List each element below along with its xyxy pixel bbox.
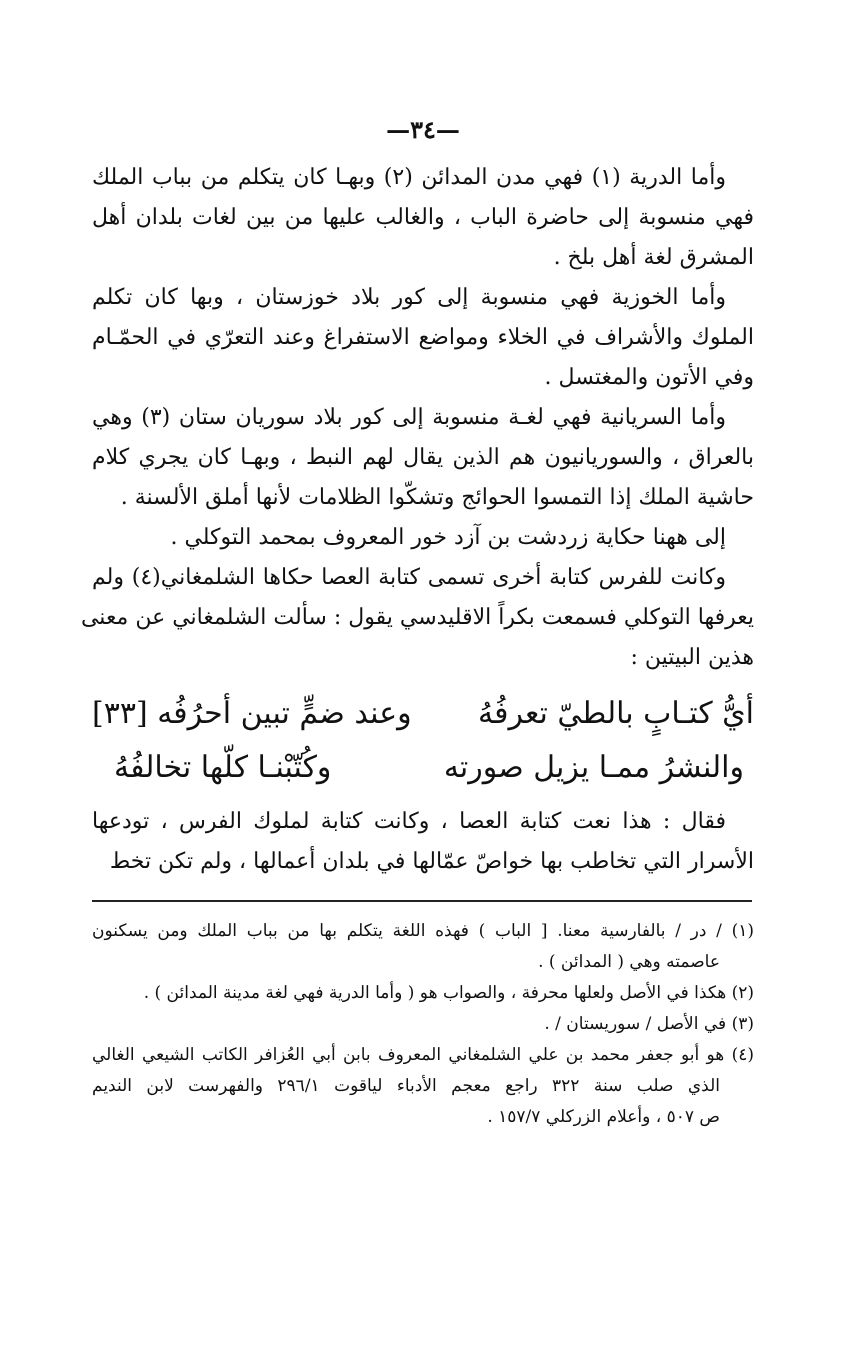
after-poem-text — [92, 802, 754, 882]
paragraph-line: وأما الدرية (١) فهي مدن المدائن (٢) وبهـا كان يتكلم من بباب الملك — [92, 165, 727, 190]
footnote-line: عاصمته وهي ( المدائن ) . — [538, 952, 720, 972]
paragraph-line: فهي منسوبة إلى حاضرة الباب ، والغالب عليها من بين لغات بلدان أهل — [92, 205, 754, 230]
after-poem-paragraph-1 — [92, 802, 754, 882]
paragraph-line: المشرق لغة أهل بلخ . — [553, 245, 754, 270]
footnote-line: ص ٥٠٧ ، وأعلام الزركلي ١٥٧/٧ . — [487, 1107, 720, 1127]
footnotes — [92, 916, 754, 1133]
paragraph-line: وفي الأتون والمغتسل . — [544, 365, 754, 390]
paragraph-line: حاشية الملك إذا التمسوا الحوائج وتشكّوا الظلامات لأنها أملق الألسنة . — [120, 485, 754, 510]
footnote-1 — [92, 916, 754, 978]
footnote-line: (٢) هكذا في الأصل ولعلها محرفة ، والصواب هو ( وأما الدرية فهي لغة مدينة المدائن ) . — [143, 983, 754, 1003]
verse-1-second-hemistich: وعند ضمٍّ تبين أحرُفُه [٣٣] — [92, 696, 412, 731]
footnote-4 — [92, 1040, 754, 1133]
after-poem-paragraph-line: الأسرار التي تخاطب بها خواصّ عمّالها في بلدان أعمالها ، ولم تكن تخط — [109, 849, 754, 874]
verse-2-first-hemistich: والنشرُ ممـا يزيل صورته — [443, 750, 744, 785]
paragraph-3 — [92, 398, 754, 518]
footnote-separator — [92, 900, 752, 902]
footnote-line: (٣) في الأصل / سوريستان / . — [544, 1014, 754, 1034]
footnote-line: (١) / در / بالفارسية معنا. [ الباب ) فهذه اللغة يتكلم بها من بباب الملك ومن يسكنون — [92, 921, 754, 941]
poem-verse-1 — [92, 688, 754, 742]
paragraph-line: إلى ههنا حكاية زردشت بن آزد خور المعروف بمحمد التوكلي . — [170, 525, 726, 550]
paragraph-line: يعرفها التوكلي فسمعت بكراً الاقليدسي يقول : سألت الشلمغاني عن معنى — [80, 605, 754, 630]
verse-2-second-hemistich: وكُتّبْنـا كلّها تخالفُهُ — [114, 750, 332, 785]
footnote-3 — [92, 1009, 754, 1040]
paragraph-2 — [92, 278, 754, 398]
verse-1-first-hemistich: أيُّ كتـابٍ بالطيّ تعرفُهُ — [478, 696, 754, 731]
paragraph-5 — [80, 558, 754, 678]
paragraph-line: هذين البيتين : — [630, 645, 754, 670]
paragraph-line: بالعراق ، والسوريانيون هم الذين يقال لهم النبط ، وبهـا كان يجري كلام — [92, 445, 754, 470]
poem-verse-2 — [92, 742, 754, 796]
footnote-line: (٤) هو أبو جعفر محمد بن علي الشلمغاني المعروف بابن أبي العُزافر الكاتب الشيعي الغالي — [92, 1045, 754, 1065]
paragraph-line: وأما السريانية فهي لغـة منسوبة إلى كور بلاد سوريان ستان (٣) وهي — [92, 405, 727, 430]
after-poem-paragraph-line: فقال : هذا نعت كتابة العصا ، وكانت كتابة لملوك الفرس ، تودعها — [92, 809, 726, 834]
page-number: —٣٤— — [386, 115, 460, 144]
paragraph-line: وأما الخوزية فهي منسوبة إلى كور بلاد خوزستان ، وبها كان تكلم — [92, 285, 726, 310]
body-text — [80, 158, 754, 678]
footnote-2 — [92, 978, 754, 1009]
paragraph-4 — [92, 518, 754, 558]
paragraph-line: وكانت للفرس كتابة أخرى تسمى كتابة العصا حكاها الشلمغاني(٤) ولم — [92, 565, 727, 590]
paragraph-1 — [92, 158, 754, 278]
paragraph-line: الملوك والأشراف في الخلاء ومواضع الاستفراغ وعند التعرّي في الحمّـام — [92, 325, 754, 350]
poem — [92, 688, 754, 796]
footnote-line: الذي صلب سنة ٣٢٢ راجع معجم الأدباء لياقوت ٢٩٦/١ والفهرست لابن النديم — [92, 1076, 720, 1096]
